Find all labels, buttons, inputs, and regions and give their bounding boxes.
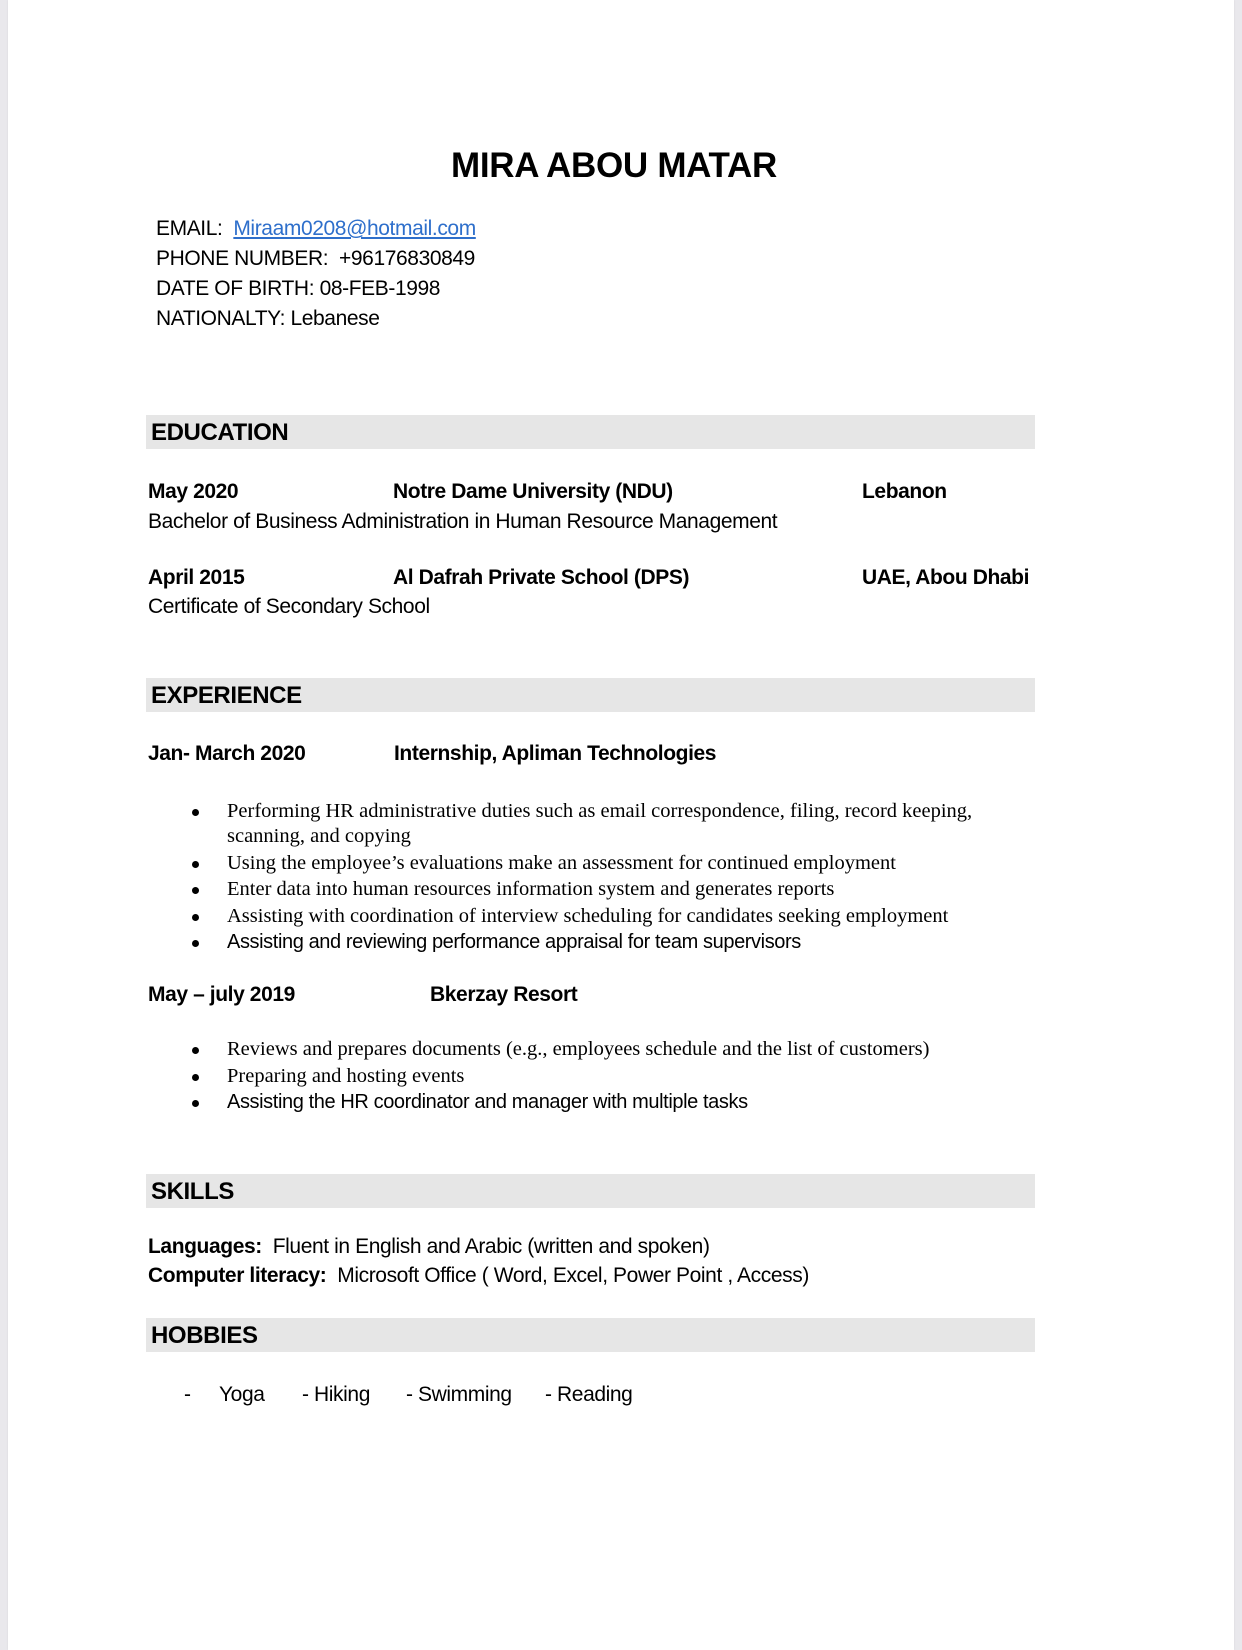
email-link[interactable]: Miraam0208@hotmail.com bbox=[233, 217, 476, 240]
bullet-text: Preparing and hosting events bbox=[227, 1064, 465, 1087]
experience-bullets bbox=[188, 799, 1038, 957]
education-date: May 2020 bbox=[148, 480, 239, 503]
hobby-dash: - bbox=[184, 1383, 191, 1406]
bullet-text: Performing HR administrative duties such as email correspondence, filing, record keeping, scanning, and copying bbox=[227, 800, 973, 847]
languages-label: Languages: bbox=[148, 1235, 262, 1258]
bullet-text: Assisting the HR coordinator and manager with multiple tasks bbox=[227, 1091, 748, 1113]
education-degree: Certificate of Secondary School bbox=[148, 595, 430, 618]
bullet-text: Enter data into human resources information system and generates reports bbox=[227, 878, 835, 900]
bullet-icon bbox=[192, 1047, 199, 1054]
hobby-item: - Reading bbox=[545, 1383, 633, 1406]
education-section-header bbox=[146, 415, 1035, 449]
education-location: Lebanon bbox=[862, 480, 947, 503]
hobbies-title: HOBBIES bbox=[151, 1322, 258, 1349]
list-item bbox=[188, 851, 1038, 876]
nationality-label: NATIONALTY: bbox=[156, 307, 286, 330]
bullet-icon bbox=[192, 1074, 199, 1081]
bullet-icon bbox=[192, 887, 199, 894]
skills-languages-row bbox=[148, 1235, 710, 1259]
education-degree: Bachelor of Business Administration in Human Resource Management bbox=[148, 510, 778, 533]
education-date: April 2015 bbox=[148, 566, 245, 589]
list-item bbox=[188, 1037, 1038, 1062]
bullet-text: Using the employee’s evaluations make an assessment for continued employment bbox=[227, 851, 896, 874]
list-item bbox=[188, 904, 1038, 929]
list-item bbox=[188, 930, 1038, 955]
phone-value: +96176830849 bbox=[339, 247, 475, 270]
languages-value: Fluent in English and Arabic (written and spoken) bbox=[272, 1235, 710, 1258]
computer-literacy-label: Computer literacy: bbox=[148, 1264, 327, 1287]
list-item bbox=[188, 1090, 1038, 1115]
list-item bbox=[188, 1064, 1038, 1089]
experience-position: Internship, Apliman Technologies bbox=[394, 742, 717, 765]
nationality-value: Lebanese bbox=[290, 307, 380, 330]
list-item bbox=[188, 877, 1038, 902]
bullet-icon bbox=[192, 861, 199, 868]
experience-title: EXPERIENCE bbox=[151, 682, 302, 709]
hobby-item: - Swimming bbox=[406, 1383, 512, 1406]
bullet-icon bbox=[192, 940, 199, 947]
education-title: EDUCATION bbox=[151, 419, 289, 446]
bullet-text: Assisting with coordination of interview scheduling for candidates seeking employment bbox=[227, 904, 949, 927]
list-item bbox=[188, 799, 1038, 849]
dob-label: DATE OF BIRTH: bbox=[156, 277, 315, 300]
experience-section-header bbox=[146, 678, 1035, 712]
bullet-icon bbox=[192, 914, 199, 921]
hobbies-section-header bbox=[146, 1318, 1035, 1352]
dob-row bbox=[156, 274, 476, 304]
hobby-item: Yoga bbox=[219, 1383, 265, 1406]
education-location: UAE, Abou Dhabi bbox=[862, 566, 1030, 589]
bullet-text: Reviews and prepares documents (e.g., employees schedule and the list of customers) bbox=[227, 1038, 930, 1060]
skills-section-header bbox=[146, 1174, 1035, 1208]
skills-title: SKILLS bbox=[151, 1178, 234, 1205]
contact-block bbox=[156, 214, 476, 334]
experience-bullets bbox=[188, 1037, 1038, 1117]
experience-date: May – july 2019 bbox=[148, 983, 295, 1006]
email-label: EMAIL: bbox=[156, 217, 223, 240]
bullet-icon bbox=[192, 1100, 199, 1107]
education-institution: Al Dafrah Private School (DPS) bbox=[393, 566, 690, 589]
hobby-item: - Hiking bbox=[302, 1383, 370, 1406]
candidate-name: MIRA ABOU MATAR bbox=[450, 146, 777, 185]
phone-row bbox=[156, 244, 476, 274]
experience-position: Bkerzay Resort bbox=[430, 983, 578, 1006]
bullet-text: Assisting and reviewing performance appraisal for team supervisors bbox=[227, 931, 801, 953]
page-title bbox=[8, 146, 1234, 186]
resume-page bbox=[8, 0, 1234, 1650]
nationality-row bbox=[156, 304, 476, 334]
phone-label: PHONE NUMBER: bbox=[156, 247, 329, 270]
computer-literacy-value: Microsoft Office ( Word, Excel, Power Point , Access) bbox=[337, 1264, 809, 1287]
skills-computer-row bbox=[148, 1264, 809, 1288]
experience-date: Jan- March 2020 bbox=[148, 742, 306, 765]
email-row bbox=[156, 214, 476, 244]
dob-value: 08-FEB-1998 bbox=[319, 277, 441, 300]
education-institution: Notre Dame University (NDU) bbox=[393, 480, 673, 503]
bullet-icon bbox=[192, 809, 199, 816]
